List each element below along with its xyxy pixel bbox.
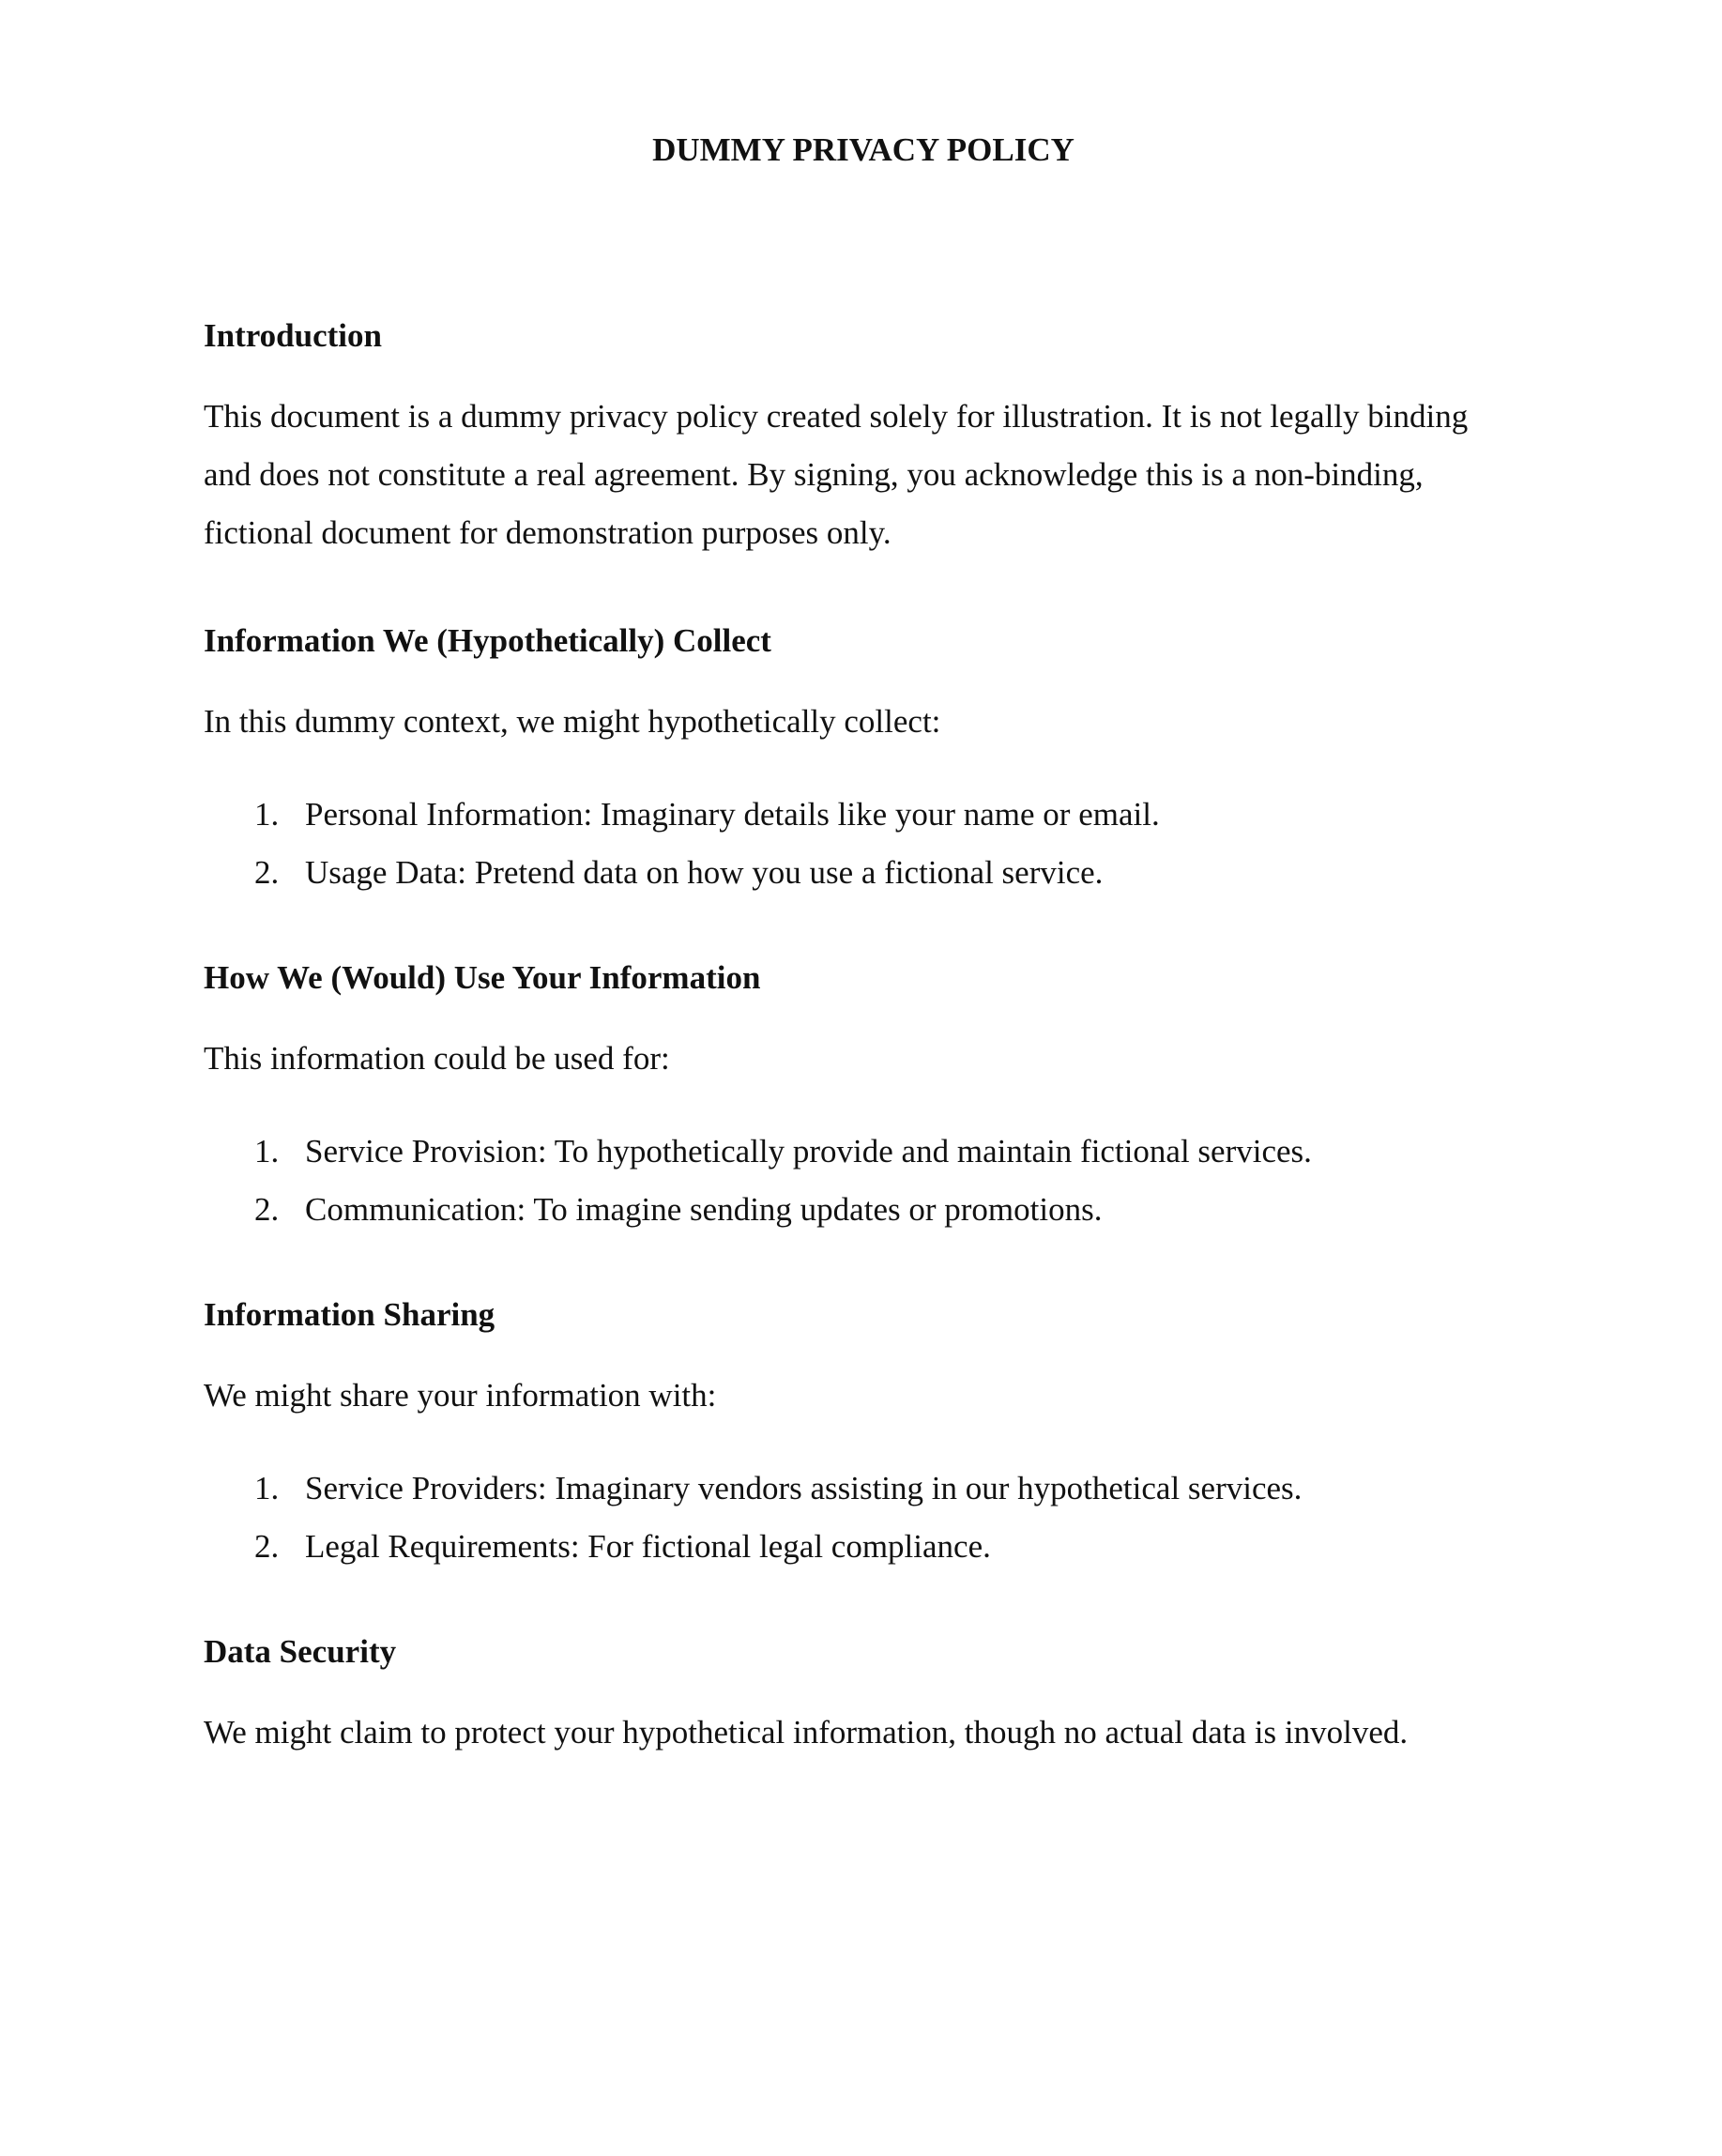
list-number: 1.	[254, 1133, 280, 1170]
paragraph-line: fictional document for demonstration purposes only.	[204, 514, 891, 551]
section-heading: How We (Would) Use Your Information	[204, 959, 761, 996]
section-data-security	[204, 1630, 1536, 1762]
section-heading: Data Security	[204, 1633, 397, 1670]
list-number: 2.	[254, 1528, 280, 1565]
section-information-sharing	[204, 1293, 1536, 1576]
list-item	[204, 1518, 1536, 1576]
document-title: DUMMY PRIVACY POLICY	[652, 131, 1074, 168]
list-item	[204, 1460, 1536, 1518]
numbered-list	[204, 1460, 1536, 1576]
list-number: 1.	[254, 796, 280, 833]
list-text: Service Providers: Imaginary vendors assisting in our hypothetical services.	[305, 1470, 1303, 1506]
section-intro: We might claim to protect your hypothetical information, though no actual data is involved.	[204, 1714, 1409, 1751]
paragraph-line: and does not constitute a real agreement. By signing, you acknowledge this is a non-binding,	[204, 456, 1424, 493]
section-information-use	[204, 956, 1536, 1239]
section-heading: Information Sharing	[204, 1296, 495, 1333]
numbered-list	[204, 1123, 1536, 1239]
list-item	[204, 1181, 1536, 1239]
list-number: 1.	[254, 1470, 280, 1506]
numbered-list	[204, 786, 1536, 902]
section-intro: This information could be used for:	[204, 1040, 670, 1077]
list-number: 2.	[254, 1191, 280, 1228]
section-heading: Information We (Hypothetically) Collect	[204, 622, 771, 659]
section-paragraph	[204, 388, 1536, 562]
list-text: Usage Data: Pretend data on how you use a fictional service.	[305, 854, 1104, 891]
list-item	[204, 786, 1536, 844]
section-information-collect	[204, 619, 1536, 902]
section-intro: In this dummy context, we might hypothetically collect:	[204, 703, 941, 740]
list-text: Personal Information: Imaginary details like your name or email.	[305, 796, 1160, 833]
section-intro: We might share your information with:	[204, 1377, 717, 1414]
list-item	[204, 1123, 1536, 1181]
list-number: 2.	[254, 854, 280, 891]
list-item	[204, 844, 1536, 902]
list-text: Legal Requirements: For fictional legal compliance.	[305, 1528, 991, 1565]
section-introduction	[204, 314, 1536, 562]
paragraph-line: This document is a dummy privacy policy created solely for illustration. It is not legally binding	[204, 398, 1469, 435]
list-text: Service Provision: To hypothetically provide and maintain fictional services.	[305, 1133, 1312, 1170]
section-heading: Introduction	[204, 317, 382, 354]
list-text: Communication: To imagine sending updates or promotions.	[305, 1191, 1103, 1228]
